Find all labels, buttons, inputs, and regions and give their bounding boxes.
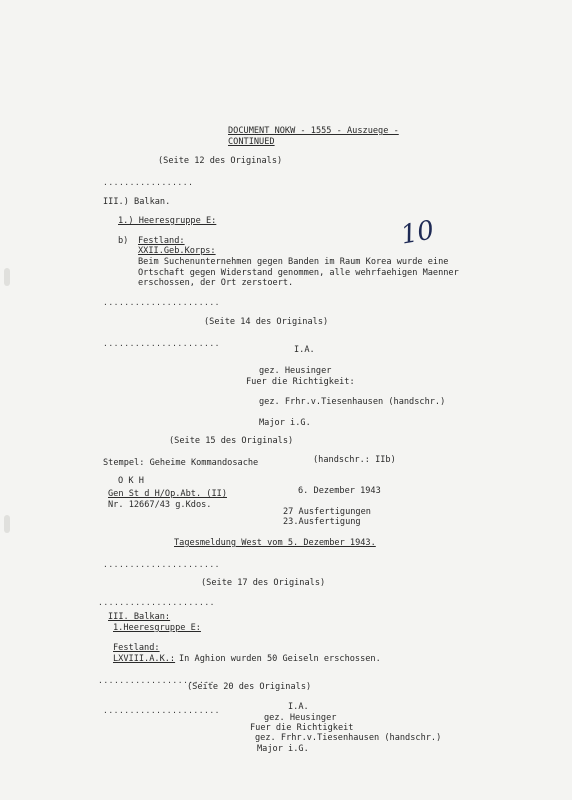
- okh-dept: Gen St d H/Op.Abt. (II): [108, 489, 227, 499]
- signature-correct: Fuer die Richtigkeit: [250, 723, 354, 733]
- okh-copies: 27 Ausfertigungen: [283, 507, 371, 517]
- body-line: erschossen, der Ort zerstoert.: [138, 278, 294, 288]
- dot-separator: ......................: [98, 598, 215, 607]
- stamp-text: Stempel: Geheime Kommandosache: [103, 458, 259, 468]
- korps-label: LXVIII.A.K.:: [113, 654, 176, 664]
- tagesmeldung: Tagesmeldung West vom 5. Dezember 1943.: [174, 538, 376, 548]
- signature-correct: Fuer die Richtigkeit:: [246, 377, 355, 387]
- okh-number: Nr. 12667/43 g.Kdos.: [108, 500, 212, 510]
- signature-name: gez. Heusinger: [259, 366, 332, 376]
- signature-ia: I.A.: [288, 702, 309, 712]
- body-line: Ortschaft gegen Widerstand genommen, alle wehrfaehigen Maenner: [138, 268, 459, 278]
- dot-separator: .................: [103, 178, 194, 187]
- page-ref-12: (Seite 12 des Originals): [158, 156, 283, 166]
- signature-name: gez. Heusinger: [264, 713, 337, 723]
- dot-separator: ......................: [103, 298, 220, 307]
- section-heading: III. Balkan:: [108, 612, 171, 622]
- festland-label: Festland:: [138, 236, 185, 246]
- punch-hole: [4, 268, 10, 286]
- dot-separator: ......................: [103, 560, 220, 569]
- item-label: b): [118, 236, 129, 246]
- signature-rank: Major i.G.: [257, 744, 309, 754]
- okh-title: O K H: [118, 476, 144, 486]
- signature-rank: Major i.G.: [259, 418, 311, 428]
- section-heading: III.) Balkan.: [103, 197, 171, 207]
- section-sub: 1.) Heeresgruppe E:: [118, 216, 217, 226]
- dot-separator: ......................: [98, 676, 215, 685]
- dot-separator: ......................: [103, 339, 220, 348]
- festland-label: Festland:: [113, 643, 160, 653]
- okh-copy-number: 23.Ausfertigung: [283, 517, 361, 527]
- punch-hole: [4, 515, 10, 533]
- document-subtitle: CONTINUED: [228, 137, 275, 147]
- body-line: Beim Suchenunternehmen gegen Banden im Raum Korea wurde eine: [138, 257, 449, 267]
- handwritten-mark: 10: [398, 215, 437, 251]
- document-title: DOCUMENT NOKW - 1555 - Auszuege -: [228, 126, 399, 136]
- signature-gez: gez. Frhr.v.Tiesenhausen (handschr.): [259, 397, 446, 407]
- section-sub: 1.Heeresgruppe E:: [113, 623, 201, 633]
- page-ref-20: (Seite 20 des Originals): [187, 682, 312, 692]
- okh-date: 6. Dezember 1943: [298, 486, 381, 496]
- dot-separator: ......................: [103, 706, 220, 715]
- page-ref-14: (Seite 14 des Originals): [204, 317, 329, 327]
- body-line: In Aghion wurden 50 Geiseln erschossen.: [179, 654, 381, 664]
- signature-gez: gez. Frhr.v.Tiesenhausen (handschr.): [255, 733, 442, 743]
- page-ref-15: (Seite 15 des Originals): [169, 436, 294, 446]
- signature-ia: I.A.: [294, 345, 315, 355]
- page-ref-17: (Seite 17 des Originals): [201, 578, 326, 588]
- korps-label: XXII.Geb.Korps:: [138, 246, 216, 256]
- stamp-handschr: (handschr.: IIb): [313, 455, 396, 465]
